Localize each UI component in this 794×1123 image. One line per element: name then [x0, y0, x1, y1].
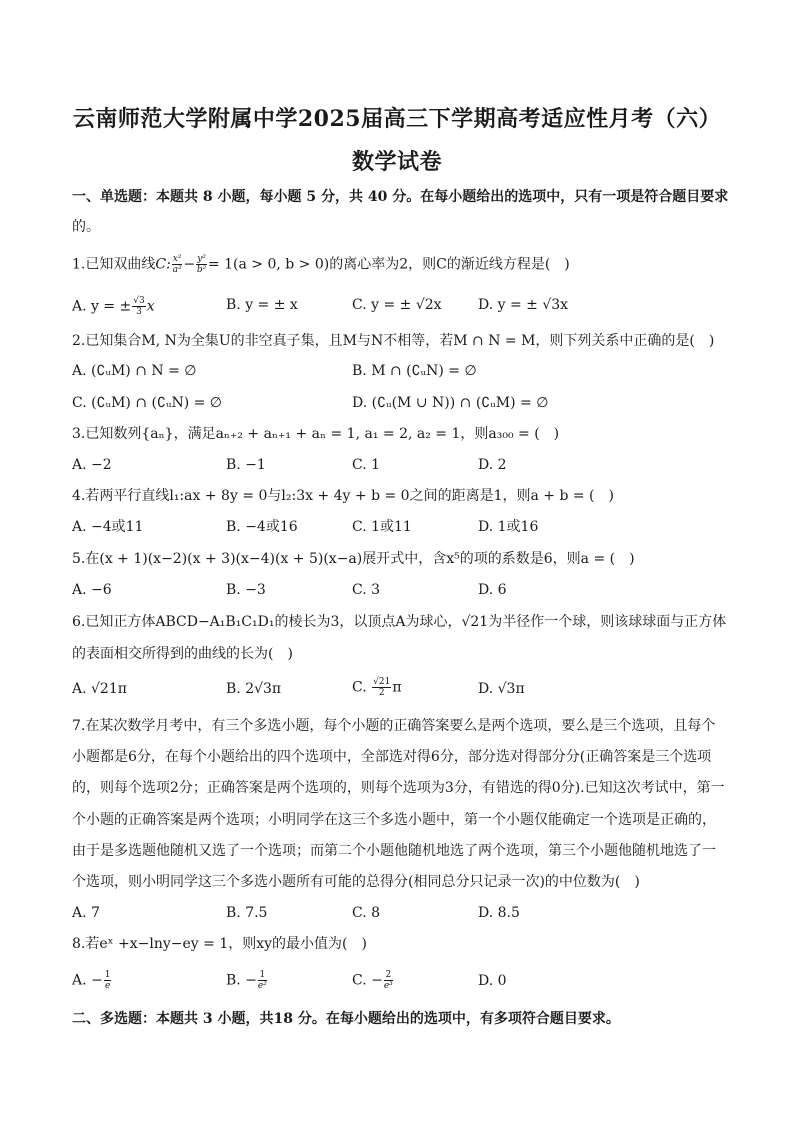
- section2-intro: 二、多选题：本题共 3 小题，共18 分。在每小题给出的选项中，有多项符合题目要求。: [72, 1011, 620, 1027]
- q4-option-c: C. 1或11: [352, 519, 412, 535]
- q2-option-b: B. M ∩ (∁ᵤN) = ∅: [352, 363, 477, 379]
- question-1-mid: = 1(a > 0, b > 0)的离心率为2，则C的渐近线方程是( ): [207, 256, 570, 273]
- fraction-1-e2: $\frac{1}{\text{e²}}$: [257, 970, 267, 991]
- q5-option-c: C. 3: [352, 582, 381, 598]
- question-2-stem: 2.已知集合M, N为全集U的非空真子集，且M与N不相等，若M ∩ N = M，则下列关系中正确的是( ): [72, 333, 715, 349]
- fraction-1-e: $\frac{1}{e}$: [104, 970, 111, 991]
- question-7-line2: 小题都是6分，在每个小题给出的四个选项中，全部选对得6分，部分选对得部分分(正确答案是三个选项: [72, 749, 712, 765]
- fraction-y2-b2: $\frac{\text{y²}}{\text{b²}}$: [196, 254, 207, 275]
- question-6-stem-line2: 的表面相交所得到的曲线的长为( ): [72, 646, 293, 662]
- q8-option-c: C. − $\frac{2}{\text{e³}}$: [352, 970, 393, 991]
- question-7-line6: 个选项，则小明同学这三个多选小题所有可能的总得分(相同总分只记录一次)的中位数为( ): [72, 874, 640, 890]
- question-7-line1: 7.在某次数学月考中，有三个多选小题，每个小题的正确答案要么是两个选项，要么是三个选项，且每个: [72, 718, 716, 734]
- q5-option-b: B. −3: [226, 582, 266, 598]
- q1-option-d: D. y = ± √3x: [478, 297, 569, 313]
- q3-option-c: C. 1: [352, 457, 381, 473]
- question-1-stem: 1.已知双曲线C: $\frac{\text{x²}}{\text{a²}}$ − $\frac{\text{y²}}{\text{b²}}$ = 1(a > 0, b > 0)的离心率为2，则C的渐近线方程是( ): [72, 254, 570, 275]
- q4-option-d: D. 1或16: [478, 519, 539, 535]
- q5-option-d: D. 6: [478, 582, 507, 598]
- section1-intro-line1: 一、单选题：本题共 8 小题，每小题 5 分，共 40 分。在每小题给出的选项中，只有一项是符合题目要求: [72, 189, 729, 205]
- q5-option-a: A. −6: [72, 582, 112, 598]
- q2-option-c: C. (∁ᵤM) ∩ (∁ᵤN) = ∅: [72, 395, 222, 411]
- q3-option-d: D. 2: [478, 457, 507, 473]
- question-4-stem: 4.若两平行直线l₁:ax + 8y = 0与l₂:3x + 4y + b = 0之间的距离是1，则a + b = ( ): [72, 488, 614, 504]
- q1-option-b: B. y = ± x: [226, 297, 298, 313]
- question-7-line5: 由于是多选题他随机又选了一个选项；而第二个小题他随机地选了两个选项，第三个小题他随机地选了一: [72, 843, 716, 859]
- q4-option-a: A. −4或11: [72, 519, 144, 535]
- q2-option-d: D. (∁ᵤ(M ∪ N)) ∩ (∁ᵤM) = ∅: [352, 395, 549, 411]
- q6-option-b: B. 2√3π: [226, 681, 282, 697]
- fraction-2-e3: $\frac{2}{\text{e³}}$: [383, 970, 393, 991]
- q4-option-b: B. −4或16: [226, 519, 298, 535]
- question-3-stem: 3.已知数列{aₙ}，满足aₙ₊₂ + aₙ₊₁ + aₙ = 1, a₁ = 2, a₂ = 1，则a₃₀₀ = ( ): [72, 426, 560, 442]
- question-5-stem: 5.在(x + 1)(x−2)(x + 3)(x−4)(x + 5)(x−a)展开式中，含x⁵的项的系数是6，则a = ( ): [72, 551, 635, 567]
- q6-option-c: C. $\frac{√21}{2}$ π: [352, 677, 402, 698]
- page-title: 云南师范大学附属中学2025届高三下学期高考适应性月考（六）: [72, 106, 722, 132]
- curve-name: C:: [155, 256, 171, 273]
- q3-option-b: B. −1: [226, 457, 266, 473]
- fraction-x2-a2: $\frac{\text{x²}}{\text{a²}}$: [172, 254, 182, 275]
- fraction-sqrt21-2: $\frac{√21}{2}$: [373, 677, 391, 698]
- q7-option-c: C. 8: [352, 905, 381, 921]
- question-7-line4: 个小题的正确答案是两个选项；小明同学在这三个多选小题中，第一个小题仅能确定一个选项是正确的，: [72, 812, 716, 828]
- q8-option-a: A. − $\frac{1}{e}$: [72, 970, 111, 991]
- q7-option-d: D. 8.5: [478, 905, 520, 921]
- q8-option-d: D. 0: [478, 973, 507, 989]
- q1-option-a: A. y = ± $\frac{√3}{3}$ x: [72, 296, 155, 317]
- section1-intro-line2: 的。: [72, 219, 100, 235]
- q6-option-d: D. √3π: [478, 681, 525, 697]
- q6-option-a: A. √21π: [72, 681, 127, 697]
- question-6-stem-line1: 6.已知正方体ABCD−A₁B₁C₁D₁的棱长为3，以顶点A为球心，√21为半径作一个球，则该球球面与正方体: [72, 614, 727, 630]
- question-7-line3: 的，则每个选项2分；正确答案是两个选项的，则每个选项为3分，有错选的得0分).已知这次考试中，第一: [72, 780, 725, 796]
- q7-option-a: A. 7: [72, 905, 100, 921]
- page-subtitle: 数学试卷: [351, 149, 442, 175]
- q8-option-b: B. − $\frac{1}{\text{e²}}$: [226, 970, 267, 991]
- q1-option-c: C. y = ± √2x: [352, 297, 442, 313]
- q2-option-a: A. (∁ᵤM) ∩ N = ∅: [72, 363, 197, 379]
- fraction-sqrt3-3: $\frac{√3}{3}$: [133, 296, 145, 317]
- question-8-stem: 8.若eˣ +x−lny−ey = 1，则xy的最小值为( ): [72, 936, 367, 952]
- q7-option-b: B. 7.5: [226, 905, 268, 921]
- q3-option-a: A. −2: [72, 457, 112, 473]
- question-1-prefix: 1.已知双曲线: [72, 256, 156, 273]
